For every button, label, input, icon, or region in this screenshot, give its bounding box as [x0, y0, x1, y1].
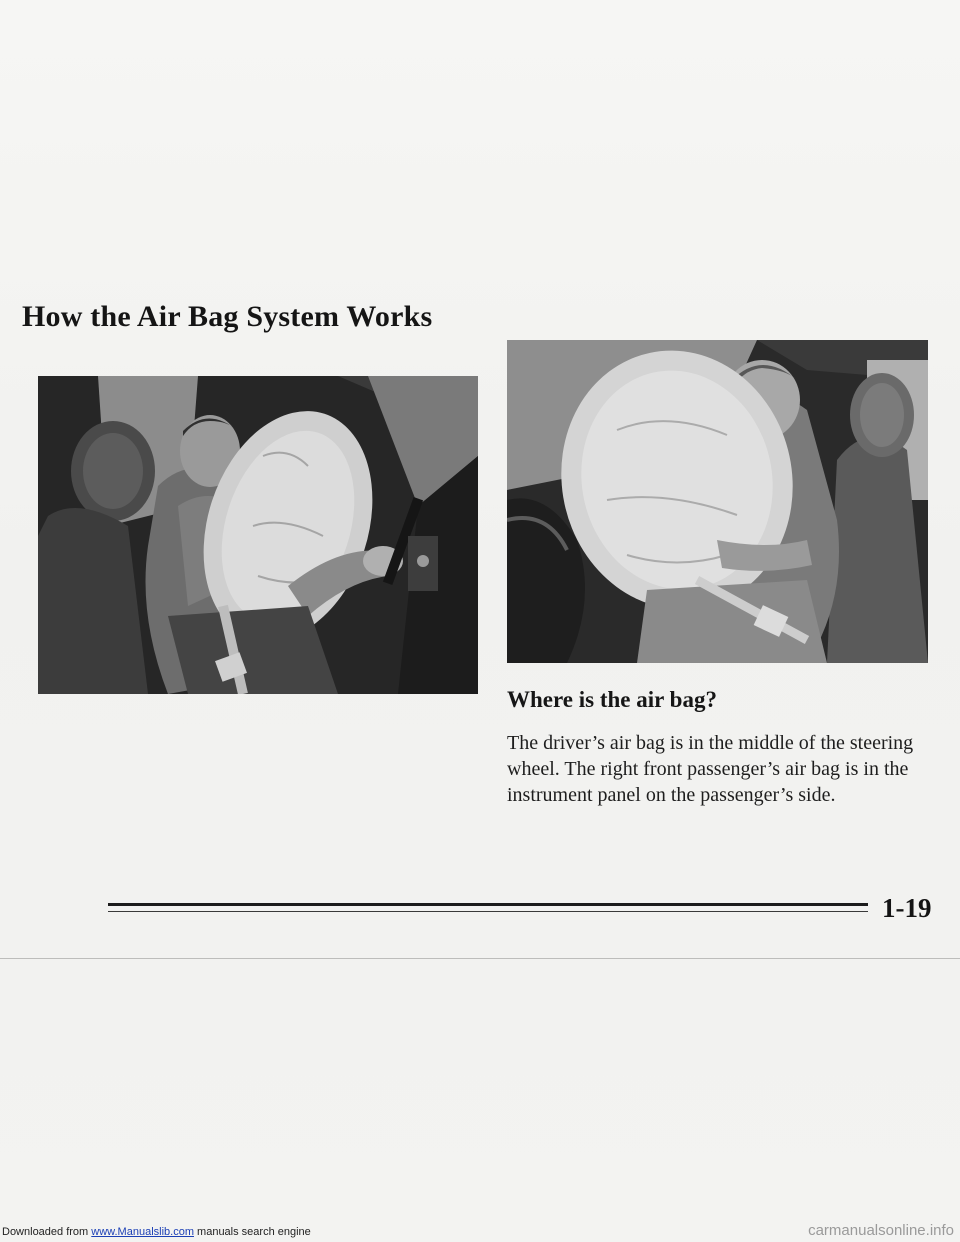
driver-airbag-illustration: [38, 376, 478, 694]
passenger-airbag-illustration: [507, 340, 928, 663]
page-title: How the Air Bag System Works: [22, 300, 433, 333]
watermark: carmanualsonline.info: [808, 1222, 954, 1239]
footer-rule-thin: [108, 911, 868, 912]
download-prefix: Downloaded from: [2, 1226, 92, 1238]
section-subheading: Where is the air bag?: [507, 687, 717, 712]
footer-rule: [108, 903, 868, 906]
page-edge-rule: [0, 958, 960, 959]
manualslib-link[interactable]: www.Manualslib.com: [91, 1226, 194, 1238]
page-number: 1-19: [882, 893, 932, 923]
download-suffix: manuals search engine: [193, 1226, 311, 1238]
download-credit: [2, 1226, 311, 1238]
body-paragraph: The driver’s air bag is in the middle of the steering wheel. The right front passenger’s air bag is in the instrument panel on the passenger’s side.: [507, 732, 914, 806]
